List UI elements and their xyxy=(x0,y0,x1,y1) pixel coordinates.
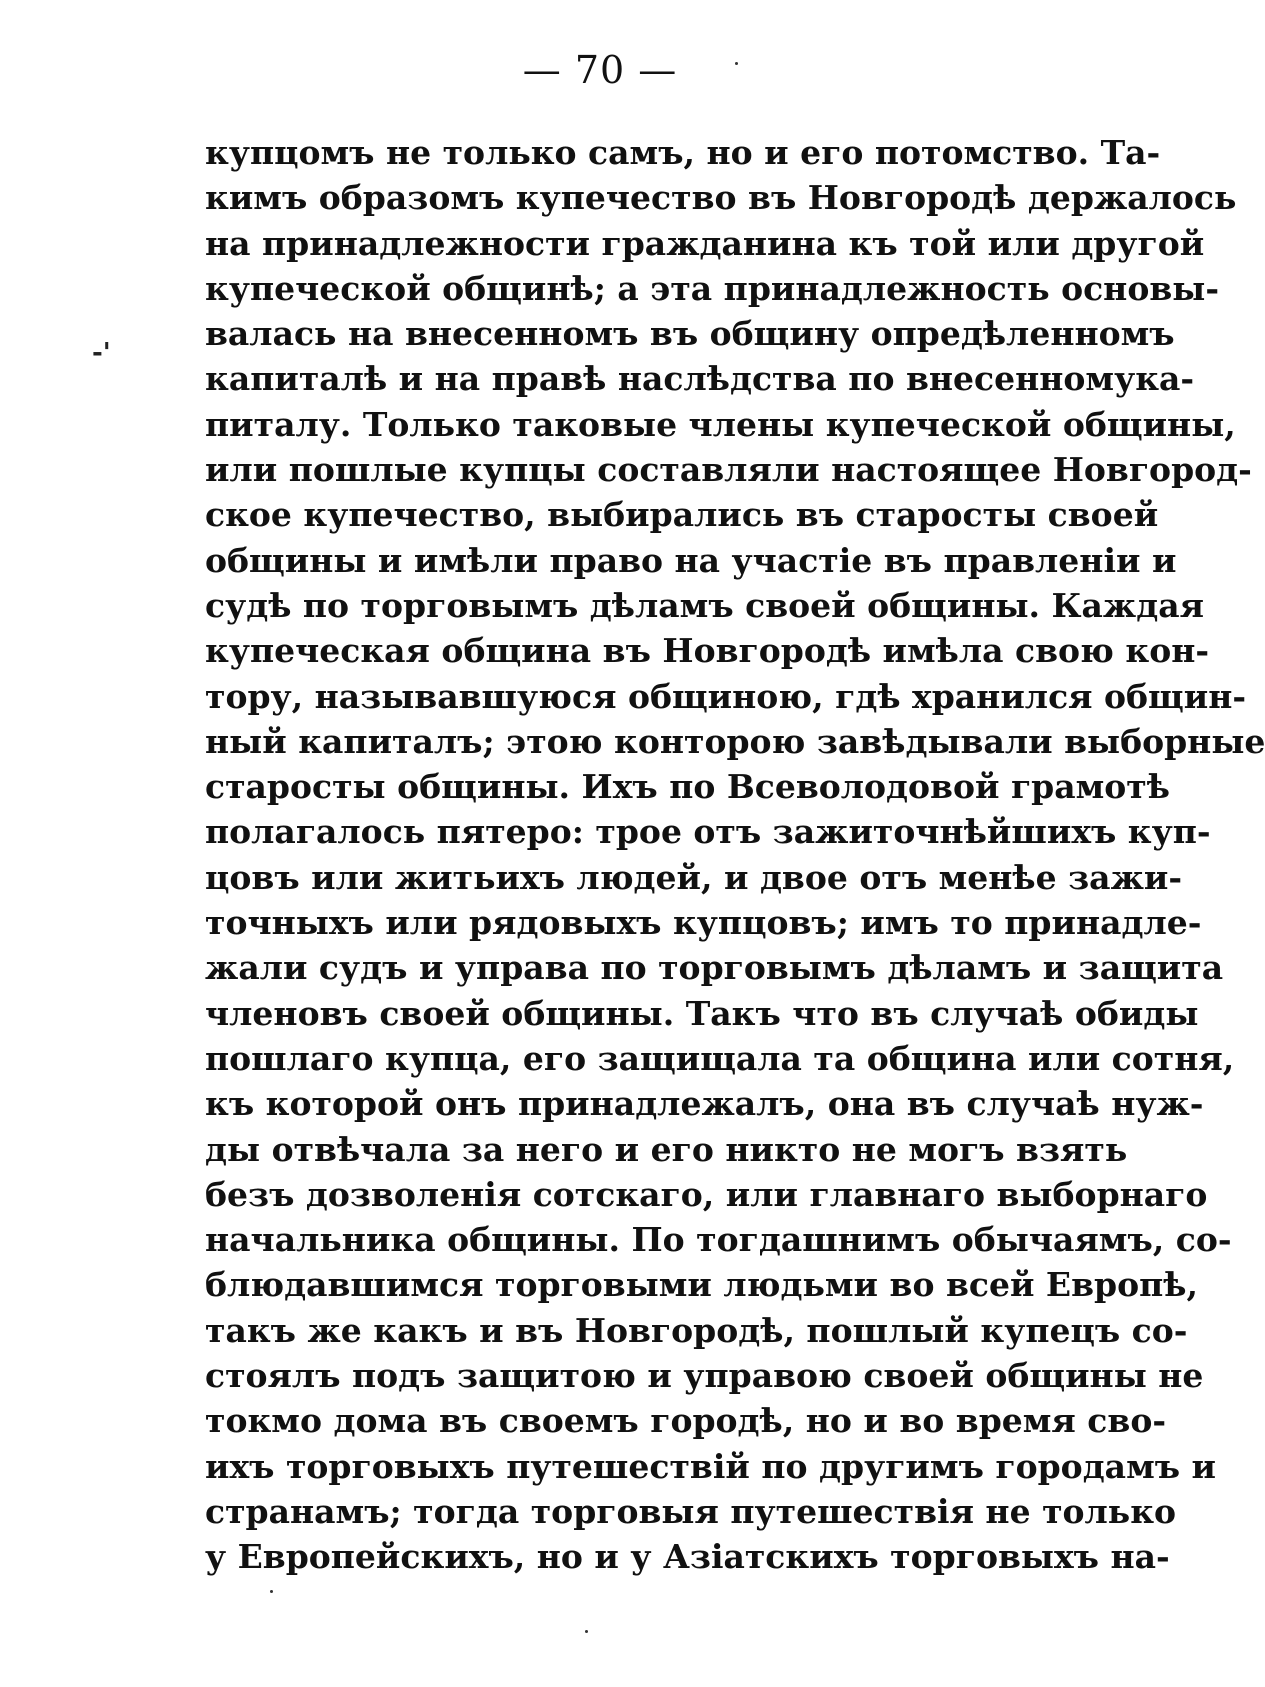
text-line: къ которой онъ принадлежалъ, она въ случаѣ нуж- xyxy=(205,1084,1204,1124)
text-line: судѣ по торговымъ дѣламъ своей общины. Каждая xyxy=(205,585,1205,625)
text-line: кимъ образомъ купечество въ Новгородѣ держалось xyxy=(205,178,1237,218)
text-line: точныхъ или рядовыхъ купцовъ; имъ то принадле- xyxy=(205,903,1202,943)
text-line: на принадлежности гражданина къ той или другой xyxy=(205,223,1205,263)
text-line: членовъ своей общины. Такъ что въ случаѣ обиды xyxy=(205,993,1199,1033)
text-line: странамъ; тогда торговыя путешествія не только xyxy=(205,1491,1177,1531)
text-line: или пошлые купцы составляли настоящее Новгород- xyxy=(205,450,1252,490)
text-line: такъ же какъ и въ Новгородѣ, пошлый купецъ со- xyxy=(205,1310,1188,1350)
text-line: жали судъ и управа по торговымъ дѣламъ и защита xyxy=(205,948,1224,988)
text-line: безъ дозволенія сотскаго, или главнаго выборнаго xyxy=(205,1174,1208,1214)
text-line: начальника общины. По тогдашнимъ обычаямъ, со- xyxy=(205,1220,1232,1260)
text-line: токмо дома въ своемъ городѣ, но и во время сво- xyxy=(205,1401,1167,1441)
text-line: пошлаго купца, его защищала та община или сотня, xyxy=(205,1038,1235,1078)
text-line: капиталѣ и на правѣ наслѣдства по внесенномука- xyxy=(205,359,1195,399)
text-line: тору, называвшуюся общиною, гдѣ хранился общин- xyxy=(205,676,1247,716)
print-speck xyxy=(270,1590,273,1593)
page-number: — 70 — xyxy=(522,48,678,92)
text-line: питалу. Только таковые члены купеческой общины, xyxy=(205,404,1236,444)
text-line: купеческая община въ Новгородѣ имѣла свою кон- xyxy=(205,631,1210,671)
print-speck xyxy=(735,62,738,65)
text-line: у Европейскихъ, но и у Азіатскихъ торговыхъ на- xyxy=(205,1537,1170,1577)
text-line: старосты общины. Ихъ по Всеволодовой грамотѣ xyxy=(205,767,1170,807)
text-line: блюдавшимся торговыми людьми во всей Европѣ, xyxy=(205,1265,1198,1305)
text-line: стоялъ подъ защитою и управою своей общины не xyxy=(205,1356,1204,1396)
text-line: полагалось пятеро: трое отъ зажиточнѣйшихъ куп- xyxy=(205,812,1211,852)
text-line: ихъ торговыхъ путешествій по другимъ городамъ и xyxy=(205,1446,1217,1486)
text-line: купеческой общинѣ; а эта принадлежность основы- xyxy=(205,268,1220,308)
text-line: валась на внесенномъ въ общину опредѣленномъ xyxy=(205,314,1175,354)
text-line: ный капиталъ; этою конторою завѣдывали выборные xyxy=(205,721,1265,761)
text-line: купцомъ не только самъ, но и его потомство. Та- xyxy=(205,133,1161,172)
text-line: общины и имѣли право на участіе въ правленіи и xyxy=(205,540,1177,580)
text-line: цовъ или житьихъ людей, и двое отъ менѣе зажи- xyxy=(205,857,1183,897)
print-speck xyxy=(585,1630,588,1633)
text-line: ды отвѣчала за него и его никто не могъ взять xyxy=(205,1129,1128,1169)
text-line: ское купечество, выбирались въ старосты своей xyxy=(205,495,1159,535)
body-text xyxy=(205,130,1265,1580)
margin-mark: -' xyxy=(92,338,111,368)
